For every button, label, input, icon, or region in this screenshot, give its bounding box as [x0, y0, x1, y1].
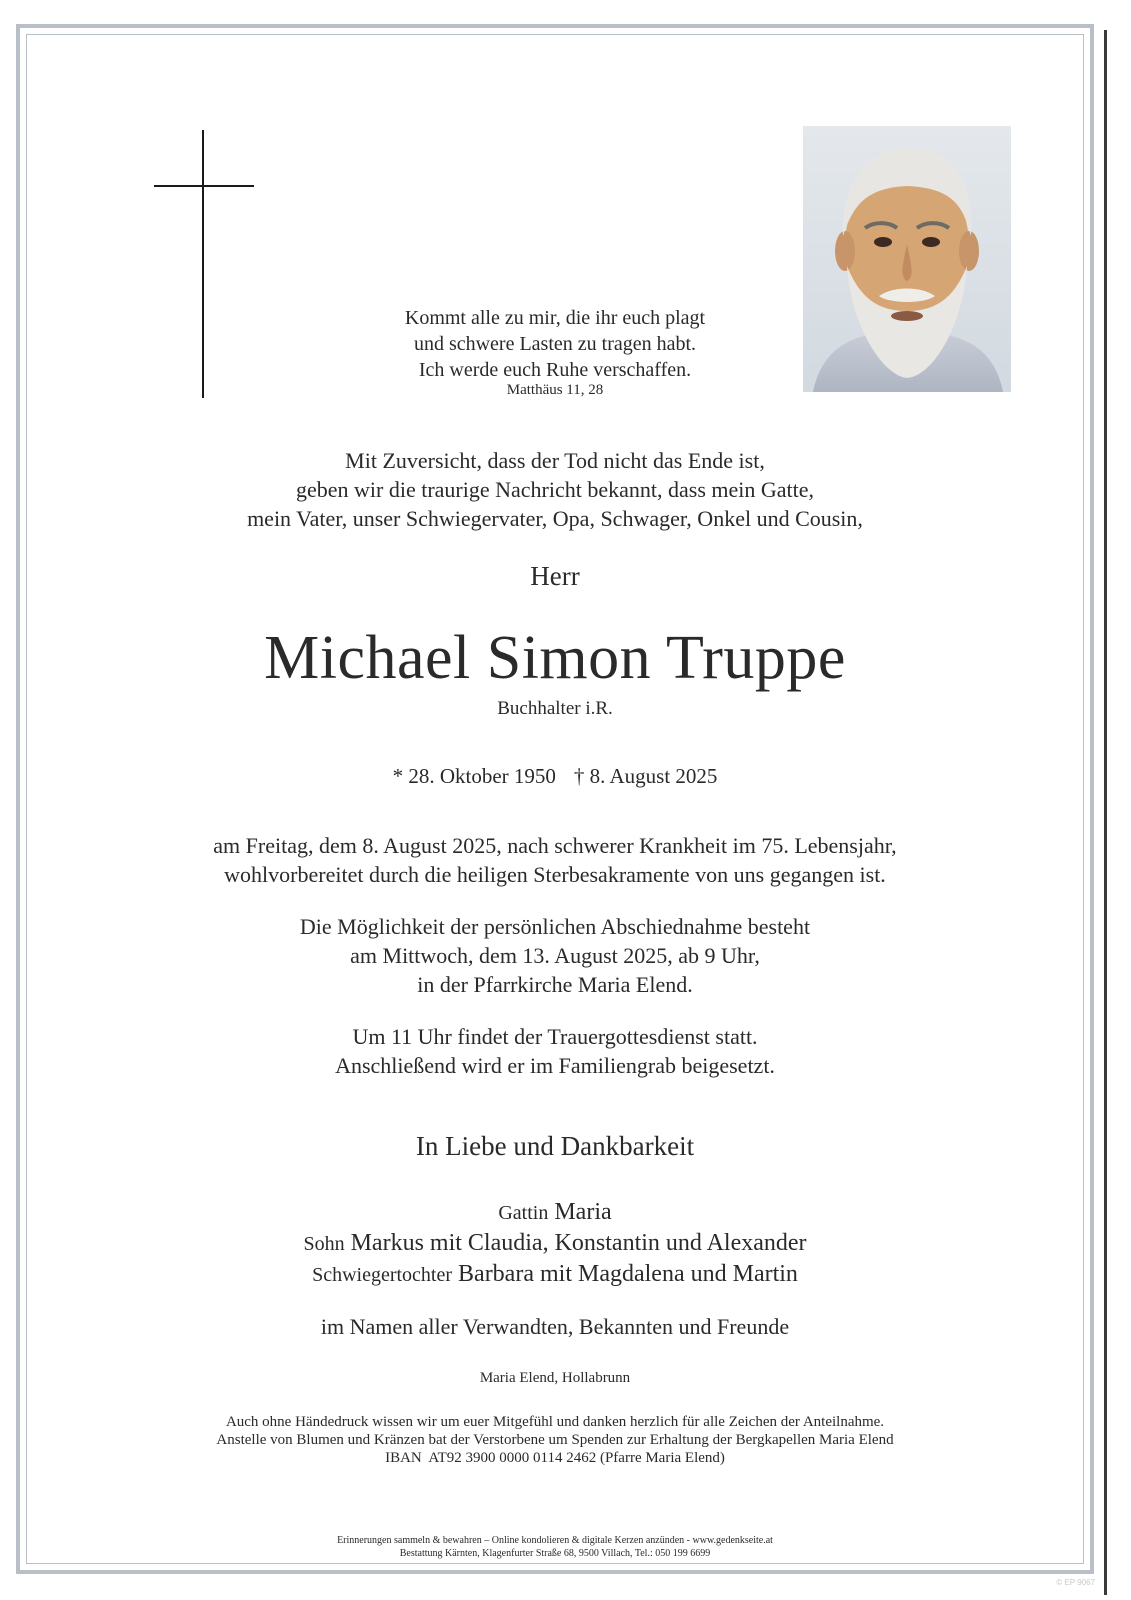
bible-verse — [0, 305, 1110, 383]
family-names: Maria — [554, 1199, 612, 1225]
family-role: Schwiegertochter — [312, 1264, 453, 1286]
death-announcement — [0, 831, 1110, 889]
family-member — [0, 1197, 1110, 1228]
family-names: Markus mit Claudia, Konstantin und Alexander — [350, 1230, 807, 1256]
family-member — [0, 1228, 1110, 1259]
footer — [0, 1534, 1110, 1560]
intro-line: mein Vater, unser Schwiegervater, Opa, Schwager, Onkel und Cousin, — [247, 506, 863, 531]
service-info — [0, 1022, 1110, 1080]
footer-line: Bestattung Kärnten, Klagenfurter Straße 68, 9500 Villach, Tel.: 050 199 6699 — [399, 1548, 711, 1559]
relatives-line: im Namen aller Verwandten, Bekannten und Freunde — [320, 1314, 790, 1339]
intro-text — [0, 446, 1110, 533]
verse-reference: Matthäus 11, 28 — [506, 382, 604, 398]
intro-line: Mit Zuversicht, dass der Tod nicht das Ende ist, — [345, 448, 765, 473]
birth-date: * 28. Oktober 1950 — [392, 764, 556, 788]
iban-line: IBAN AT92 3900 0000 0114 2462 (Pfarre Maria Elend) — [385, 1450, 725, 1466]
verse-line: Ich werde euch Ruhe verschaffen. — [418, 359, 692, 381]
deceased-name: Michael Simon Truppe — [264, 624, 846, 692]
thanks-note — [0, 1413, 1110, 1467]
death-date: † 8. August 2025 — [573, 764, 718, 788]
service-line: Anschließend wird er im Familiengrab beigesetzt. — [335, 1053, 775, 1078]
location-line: Maria Elend, Hollabrunn — [479, 1370, 631, 1386]
farewell-line: am Mittwoch, dem 13. August 2025, ab 9 Uhr, — [350, 943, 760, 968]
verse-line: Kommt alle zu mir, die ihr euch plagt — [404, 307, 706, 329]
family-role: Sohn — [303, 1233, 345, 1255]
footer-line: Erinnerungen sammeln & bewahren – Online kondolieren & digitale Kerzen anzünden - www.gedenkseite.at — [337, 1535, 773, 1546]
verse-line: und schwere Lasten zu tragen habt. — [413, 333, 697, 355]
family-list — [0, 1197, 1110, 1290]
life-dates — [0, 763, 1110, 789]
family-names: Barbara mit Magdalena und Martin — [458, 1261, 798, 1287]
intro-line: geben wir die traurige Nachricht bekannt, dass mein Gatte, — [295, 477, 815, 502]
farewell-line: Die Möglichkeit der persönlichen Abschiednahme besteht — [299, 914, 811, 939]
thanks-line: Auch ohne Händedruck wissen wir um euer Mitgefühl und danken herzlich für alle Zeichen der Anteilnahme. — [225, 1414, 885, 1430]
cross-horizontal-bar — [154, 185, 254, 187]
family-role: Gattin — [498, 1202, 549, 1224]
farewell-line: in der Pfarrkirche Maria Elend. — [417, 972, 693, 997]
deceased-profession: Buchhalter i.R. — [497, 698, 613, 719]
closing-phrase: In Liebe und Dankbarkeit — [415, 1131, 695, 1161]
family-member — [0, 1259, 1110, 1290]
farewell-info — [0, 912, 1110, 999]
death-line: wohlvorbereitet durch die heiligen Sterbesakramente von uns gegangen ist. — [224, 862, 886, 887]
salutation: Herr — [530, 561, 580, 591]
page-edge-shadow — [1104, 30, 1107, 1595]
thanks-line: Anstelle von Blumen und Kränzen bat der Verstorbene um Spenden zur Erhaltung der Bergkapellen Maria Elend — [216, 1432, 894, 1448]
service-line: Um 11 Uhr findet der Trauergottesdienst statt. — [352, 1024, 758, 1049]
document-code: © EP 9067 — [1056, 1578, 1095, 1587]
death-line: am Freitag, dem 8. August 2025, nach schwerer Krankheit im 75. Lebensjahr, — [213, 833, 897, 858]
